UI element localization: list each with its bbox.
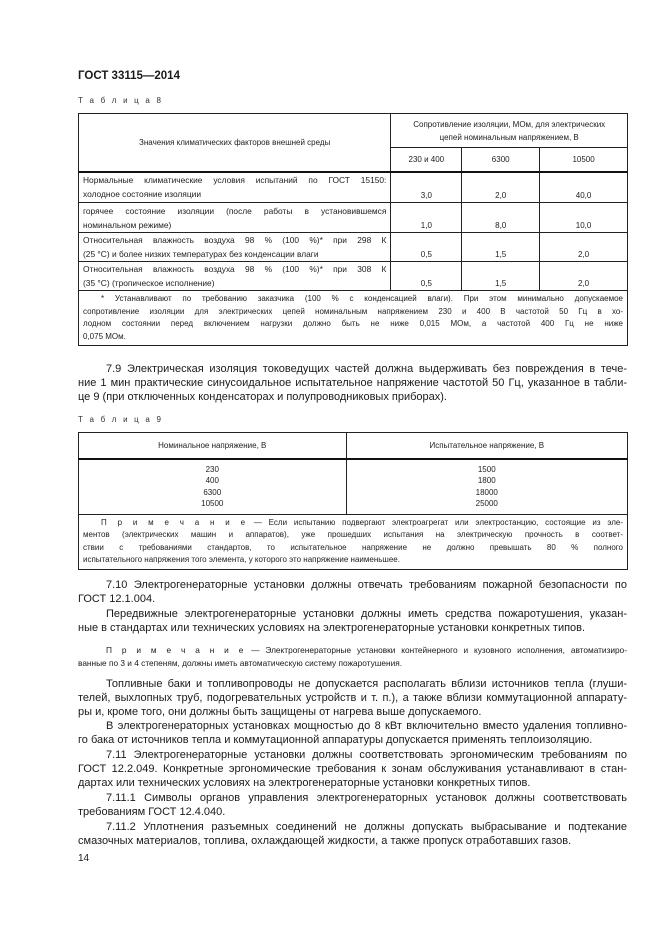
table-8 [78,113,628,346]
nominal-values: 230 400 6300 10500 [79,459,347,515]
row-desc: Относительная влажность воздуха 98 % (100 %)* при 298 К (25 °С) и более низких температурах без конденсации влаги [79,233,391,262]
table-row [79,172,628,203]
cell: 3,0 [391,172,462,203]
page-number: 14 [78,853,90,864]
document-header: ГОСТ 33115—2014 [78,70,180,82]
cell: 2,0 [462,172,540,203]
table-row [79,233,628,262]
table-9 [78,432,628,570]
cell: 40,0 [540,172,628,203]
row-desc: Нормальные климатические условия испытаний по ГОСТ 15150: холодное состояние изоляции [79,172,391,203]
cell: 2,0 [540,233,628,262]
cell: 1,5 [462,233,540,262]
voltage-header: 6300 [462,148,540,172]
table-row [79,203,628,233]
col-header-test: Испытательное напряжение, В [346,433,628,459]
cell: 2,0 [540,262,628,291]
table-row [79,262,628,291]
row-desc: горячее состояние изоляции (после работы в установившемся номинальном режиме) [79,203,391,233]
voltage-header: 230 и 400 [391,148,462,172]
row-desc: Относительная влажность воздуха 98 % (100 %)* при 308 К (35 °С) (тропическое исполнение) [79,262,391,291]
cell: 0,5 [391,233,462,262]
document-page: ГОСТ 33115—2014 Т а б л и ц а 8 Значения климатических факторов внешней среды Сопротивление изоляции, МОм, для электрических цепей номинальным напряжением, В 230 и 400 6300 10500 Нормальные климатические условия испытаний по ГОСТ 15150: холодное состояние изоляции 3,0 2,0 40,0 горячее состояние изоляции (после работы в установившемся номинальном режиме) 1,0 8,0 10,0 Относительная влажность воздуха 98 % (100 %)* при 298 К (25 °С) и более низких температурах без конденсации влаги 0,5 1,5 2,0 Относительная влажность воздуха 98 % (100 %)* при 308 К (35 °С) (тропическое исполнение) 0,5 1,5 2,0 * Устанавливают по требованию заказчика (100 % с конденсацией влаги). При этом минимально допускаемое сопротивление изоляции для электрических цепей номинальным напряжением 230 и 400 В частотой 50 Гц в хо- лодном состоянии перед включением нагрузки должно быть не ниже 0,015 МОм, а частотой 400 Гц не ниже 0,075 МОм. 7.9 Электрическая изоляция токоведущих частей должна выдерживать без повреждения в тече- ние 1 мин практические синусоидальное испытательное напряжение частотой 50 Гц, указанное в табли- це 9 (при отключенных конденсаторах и полупроводниковых приборах). Т а б л и ц а 9 Номинальное напряжение, В Испытательное напряжение, В 230 400 6300 10500 1500 1800 18000 25000 П р и м е ч а н и е — Если испытанию подвергают электроагрегат или электростанцию, состоящие из эле- ментов (электрических машин и аппаратов), уже прошедших испытания на электрическую прочность в соответ- ствии с требованиями стандартов, то испытательное напряжение не должно превышать 80 % полного испытательного напряжения того элемента, у которого это напряжение наименьшее. 7.10 Электрогенераторные установки должны отвечать требованиям пожарной безопасности по ГОСТ 12.1.004. Передвижные электрогенераторные установки должны иметь средства пожаротушения, указан- ные в стандартах или технических условиях на электрогенераторные установки конкретных типов. П р и м е ч а н и е — Электрогенераторные установки контейнерного и кузовного исполнения, автоматизиро- ванные по 3 и 4 степеням, должны иметь автоматическую систему пожаротушения. Топливные баки и топливопроводы не допускается располагать вблизи источников тепла (глуши- телей, выхлопных труб, подогревательных устройств и т. п.), а также вблизи коммутационной аппарату- ры и, кроме того, они должны быть защищены от нагрева выше допускаемого. В электрогенераторных установках мощностью до 8 кВт включительно вместо удаления топливно- го бака от источников тепла и коммутационной аппаратуры допускается применять теплоизоляцию. 7.11 Электрогенераторные установки должны соответствовать эргономическим требованиям по ГОСТ 12.2.049. Конкретные эргономические требования к зонам обслуживания устанавливают в стан- дартах или технических условиях на электрогенераторные установки конкретных типов. 7.11.1 Символы органов управления электрогенераторных установок должны соответствовать требованиям ГОСТ 12.4.040. 7.11.2 Уплотнения разъемных соединений не должны допускать выбрасывание и подтекание смазочных материалов, топлива, охлаждающей жидкости, а также пропуск отработавших газов. 14 [0,0,661,936]
table8-col-header: Значения климатических факторов внешней среды [79,114,391,172]
voltage-header: 10500 [540,148,628,172]
cell: 0,5 [391,262,462,291]
table8-label: Т а б л и ц а 8 [78,96,164,105]
cell: 1,0 [391,203,462,233]
table8-group-header: Сопротивление изоляции, МОм, для электрических цепей номинальным напряжением, В [391,114,628,148]
table8-footnote: * Устанавливают по требованию заказчика (100 % с конденсацией влаги). При этом минимально допускаемое сопротивление изоляции для электрических цепей номинальным напряжением 230 и 400 В частотой 50 Гц в хо- лодном состоянии перед включением нагрузки должно быть не ниже 0,015 МОм, а частотой 400 Гц не ниже 0,075 МОм. [79,291,628,346]
table9-note: П р и м е ч а н и е — Если испытанию подвергают электроагрегат или электростанцию, состоящие из эле- ментов (электрических машин и аппаратов), уже прошедших испытания на электрическую прочность в соответ- ствии с требованиями стандартов, то испытательное напряжение не должно превышать 80 % полного испытательного напряжения того элемента, у которого это напряжение наименьшее. [79,514,628,569]
cell: 1,5 [462,262,540,291]
table9-label: Т а б л и ц а 9 [78,415,164,424]
col-header-nominal: Номинальное напряжение, В [79,433,347,459]
cell: 8,0 [462,203,540,233]
cell: 10,0 [540,203,628,233]
test-values: 1500 1800 18000 25000 [346,459,628,515]
